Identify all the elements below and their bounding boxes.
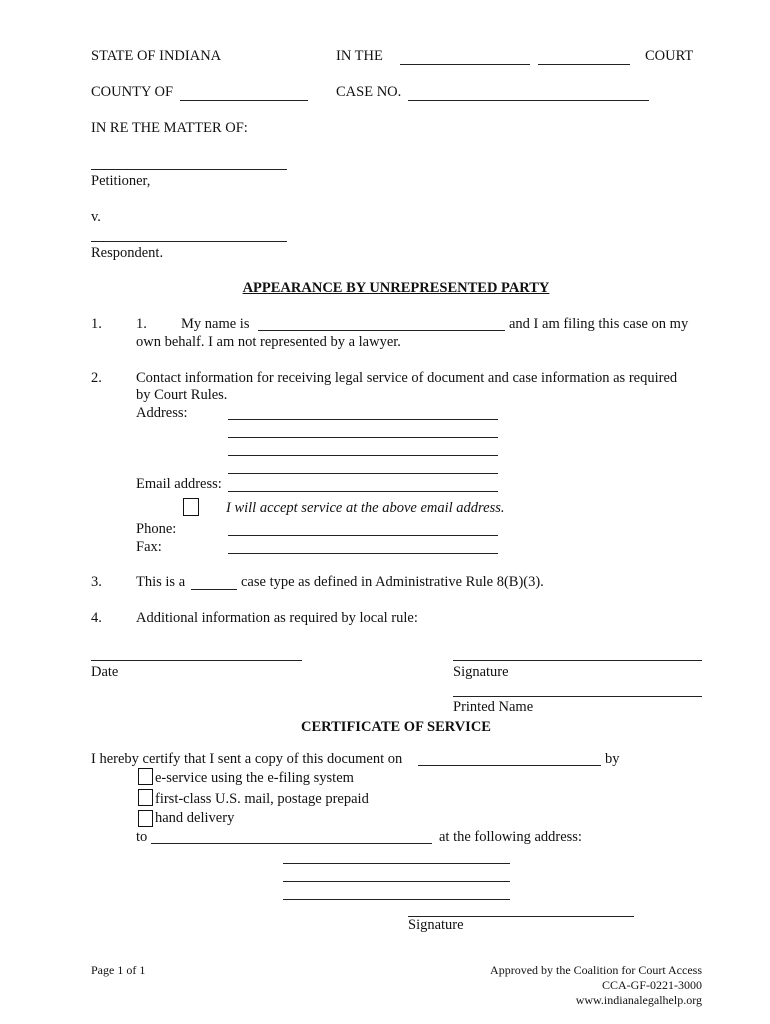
- county-label: COUNTY OF: [91, 84, 174, 100]
- item-4-number: 4.: [91, 610, 102, 626]
- court-name-field-2[interactable]: [538, 64, 630, 65]
- recipient-address-field-2[interactable]: [283, 881, 510, 882]
- mail-checkbox[interactable]: [138, 789, 153, 806]
- service-date-field[interactable]: [418, 765, 601, 766]
- recipient-address-field-1[interactable]: [283, 863, 510, 864]
- approved-by: Approved by the Coalition for Court Access: [490, 963, 702, 977]
- item-1-number: 1.: [91, 316, 102, 332]
- state-label: STATE OF INDIANA: [91, 48, 222, 64]
- item-3-number: 3.: [91, 574, 102, 590]
- date-label: Date: [91, 664, 119, 680]
- case-type-field[interactable]: [191, 589, 237, 590]
- fax-label: Fax:: [136, 539, 162, 555]
- website: www.indianalegalhelp.org: [575, 993, 702, 1007]
- printed-name-label: Printed Name: [453, 699, 534, 715]
- in-re-label: IN RE THE MATTER OF:: [91, 120, 248, 136]
- signature-field[interactable]: [453, 660, 702, 661]
- address-field-1[interactable]: [228, 419, 498, 420]
- accept-email-label: I will accept service at the above email address.: [226, 500, 505, 516]
- e-service-label: e-service using the e-filing system: [155, 770, 354, 786]
- hand-delivery-label: hand delivery: [155, 810, 235, 826]
- my-name-label: My name is: [181, 316, 250, 332]
- contact-info-text-1: Contact information for receiving legal service of document and case information as required: [136, 370, 678, 386]
- v-label: v.: [91, 209, 101, 225]
- page-number: Page 1 of 1: [91, 963, 146, 977]
- case-no-label: CASE NO.: [336, 84, 402, 100]
- email-field[interactable]: [228, 491, 498, 492]
- recipient-address-field-3[interactable]: [283, 899, 510, 900]
- case-type-text-a: This is a: [136, 574, 186, 590]
- certificate-signature-label: Signature: [408, 917, 464, 933]
- address-field-3[interactable]: [228, 455, 498, 456]
- certificate-title: CERTIFICATE OF SERVICE: [301, 719, 491, 735]
- phone-label: Phone:: [136, 521, 177, 537]
- e-service-checkbox[interactable]: [138, 768, 153, 785]
- date-field[interactable]: [91, 660, 302, 661]
- own-behalf-text: own behalf. I am not represented by a lawyer.: [136, 334, 401, 350]
- following-address-label: at the following address:: [439, 829, 582, 845]
- phone-field[interactable]: [228, 535, 498, 536]
- in-the-label: IN THE: [336, 48, 383, 64]
- item-1-sub-number: 1.: [136, 316, 147, 332]
- court-label: COURT: [645, 48, 694, 64]
- address-field-4[interactable]: [228, 473, 498, 474]
- item-2-number: 2.: [91, 370, 102, 386]
- county-field[interactable]: [180, 100, 308, 101]
- respondent-label: Respondent.: [91, 245, 164, 261]
- court-name-field-1[interactable]: [400, 64, 530, 65]
- document-title: APPEARANCE BY UNREPRESENTED PARTY: [242, 280, 550, 296]
- fax-field[interactable]: [228, 553, 498, 554]
- form-code: CCA-GF-0221-3000: [601, 978, 702, 992]
- hand-delivery-checkbox[interactable]: [138, 810, 153, 827]
- email-label: Email address:: [136, 476, 222, 492]
- respondent-field[interactable]: [91, 241, 287, 242]
- address-label: Address:: [136, 405, 188, 421]
- case-type-text-b: case type as defined in Administrative Rule 8(B)(3).: [241, 574, 544, 590]
- by-label: by: [605, 751, 620, 767]
- accept-email-checkbox[interactable]: [183, 498, 199, 516]
- address-field-2[interactable]: [228, 437, 498, 438]
- petitioner-label: Petitioner,: [91, 173, 151, 189]
- recipient-field[interactable]: [151, 843, 432, 844]
- to-label: to: [136, 829, 148, 845]
- petitioner-field[interactable]: [91, 169, 287, 170]
- contact-info-text-2: by Court Rules.: [136, 387, 228, 403]
- certify-text: I hereby certify that I sent a copy of this document on: [91, 751, 403, 767]
- filing-text: and I am filing this case on my: [509, 316, 689, 332]
- mail-label: first-class U.S. mail, postage prepaid: [155, 791, 369, 807]
- printed-name-field[interactable]: [453, 696, 702, 697]
- name-field[interactable]: [258, 330, 505, 331]
- case-no-field[interactable]: [408, 100, 649, 101]
- additional-info-text: Additional information as required by local rule:: [136, 610, 418, 626]
- signature-label: Signature: [453, 664, 509, 680]
